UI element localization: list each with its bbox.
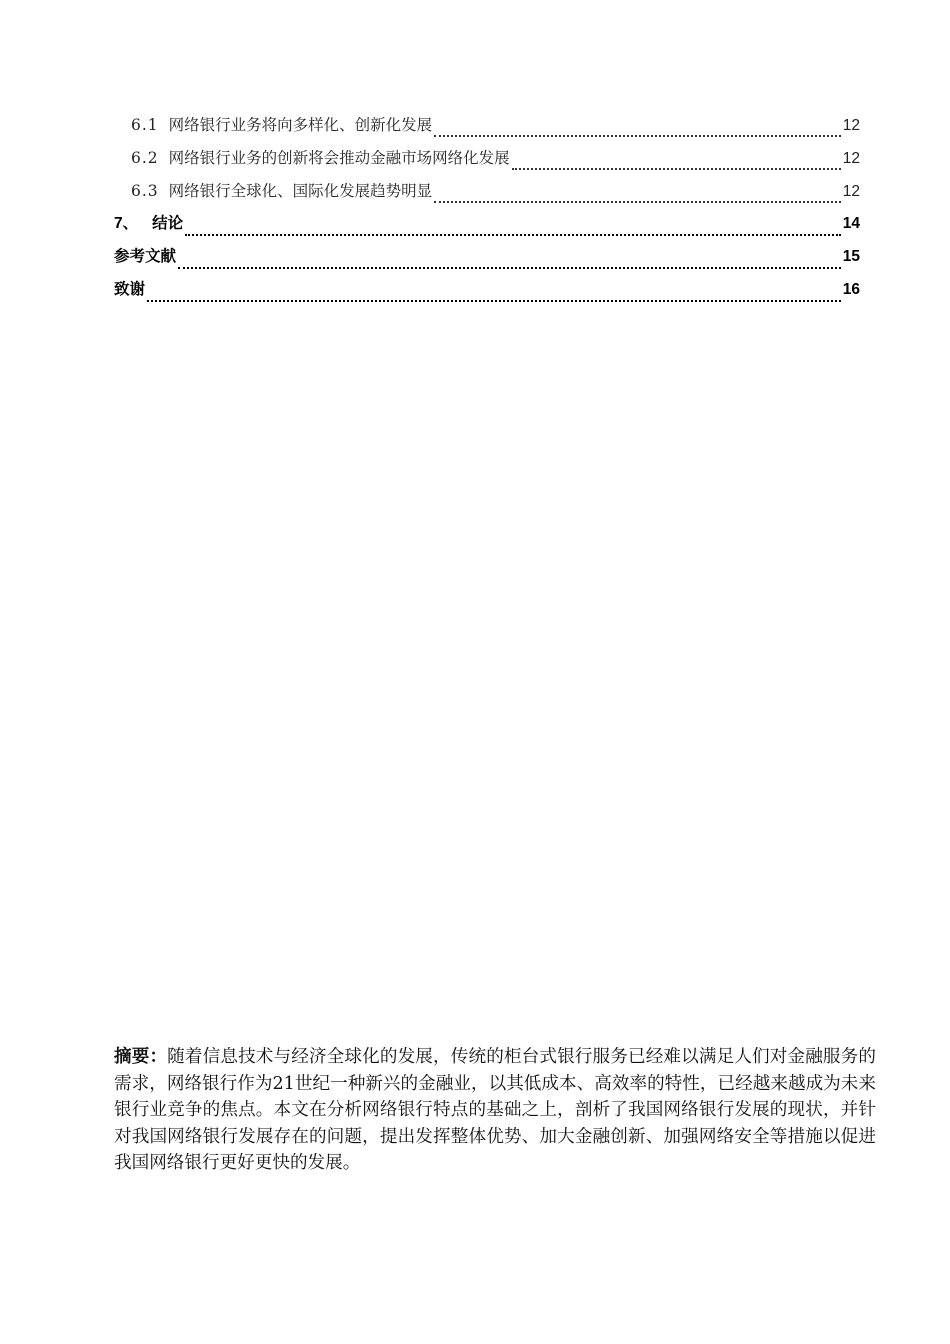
- toc-entry-number: 6.3: [131, 182, 159, 200]
- toc-dot-leader: [434, 200, 841, 203]
- toc-entry-acknowledgements[interactable]: [114, 277, 860, 310]
- toc-entry-title: 网络银行全球化、国际化发展趋势明显: [168, 182, 433, 200]
- toc-dot-leader: [185, 233, 841, 236]
- toc-page-number: 15: [842, 248, 860, 265]
- toc-page-number: 12: [842, 183, 860, 200]
- toc-entry-title: 网络银行业务将向多样化、创新化发展: [168, 116, 433, 134]
- toc-dot-leader: [147, 299, 841, 302]
- abstract-paragraph: [114, 1044, 876, 1177]
- toc-dot-leader: [434, 134, 841, 137]
- toc-dot-leader: [178, 266, 841, 269]
- toc-entry-title: 结论: [152, 215, 184, 232]
- abstract-label: 摘要：: [114, 1047, 168, 1067]
- toc-entry-label: [131, 178, 432, 204]
- toc-entry-number: 6.2: [131, 149, 159, 167]
- toc-entry-number: 6.1: [131, 116, 159, 134]
- toc-entry-6-2[interactable]: [114, 145, 860, 178]
- toc-entry-label: [114, 244, 176, 270]
- toc-entry-title: 参考文献: [114, 248, 177, 265]
- toc-entry-6-3[interactable]: [114, 178, 860, 211]
- toc-entry-label: [131, 112, 432, 138]
- abstract-text: 随着信息技术与经济全球化的发展，传统的柜台式银行服务已经难以满足人们对金融服务的需求，网络银行作为21世纪一种新兴的金融业，以其低成本、高效率的特性，已经越来越成为未来银行业竞争的焦点。本文在分析网络银行特点的基础之上，剖析了我国网络银行发展的现状，并针对我国网络银行发展存在的问题，提出发挥整体优势、加大金融创新、加强网络安全等措施以促进我国网络银行更好更快的发展。: [114, 1047, 876, 1173]
- toc-entry-label: [114, 211, 183, 237]
- toc-page-number: 16: [842, 281, 860, 298]
- toc-page-number: 12: [842, 117, 860, 134]
- table-of-contents: [114, 112, 860, 310]
- toc-dot-leader: [512, 167, 841, 170]
- toc-entry-title: 致谢: [114, 281, 146, 298]
- toc-entry-label: [114, 277, 145, 303]
- toc-page-number: 14: [842, 215, 860, 232]
- toc-entry-conclusion[interactable]: [114, 211, 860, 244]
- toc-entry-label: [131, 145, 510, 171]
- toc-entry-number: 7、: [114, 215, 139, 232]
- toc-entry-title: 网络银行业务的创新将会推动金融市场网络化发展: [168, 149, 510, 167]
- toc-entry-references[interactable]: [114, 244, 860, 277]
- toc-page-number: 12: [842, 150, 860, 167]
- toc-entry-6-1[interactable]: [114, 112, 860, 145]
